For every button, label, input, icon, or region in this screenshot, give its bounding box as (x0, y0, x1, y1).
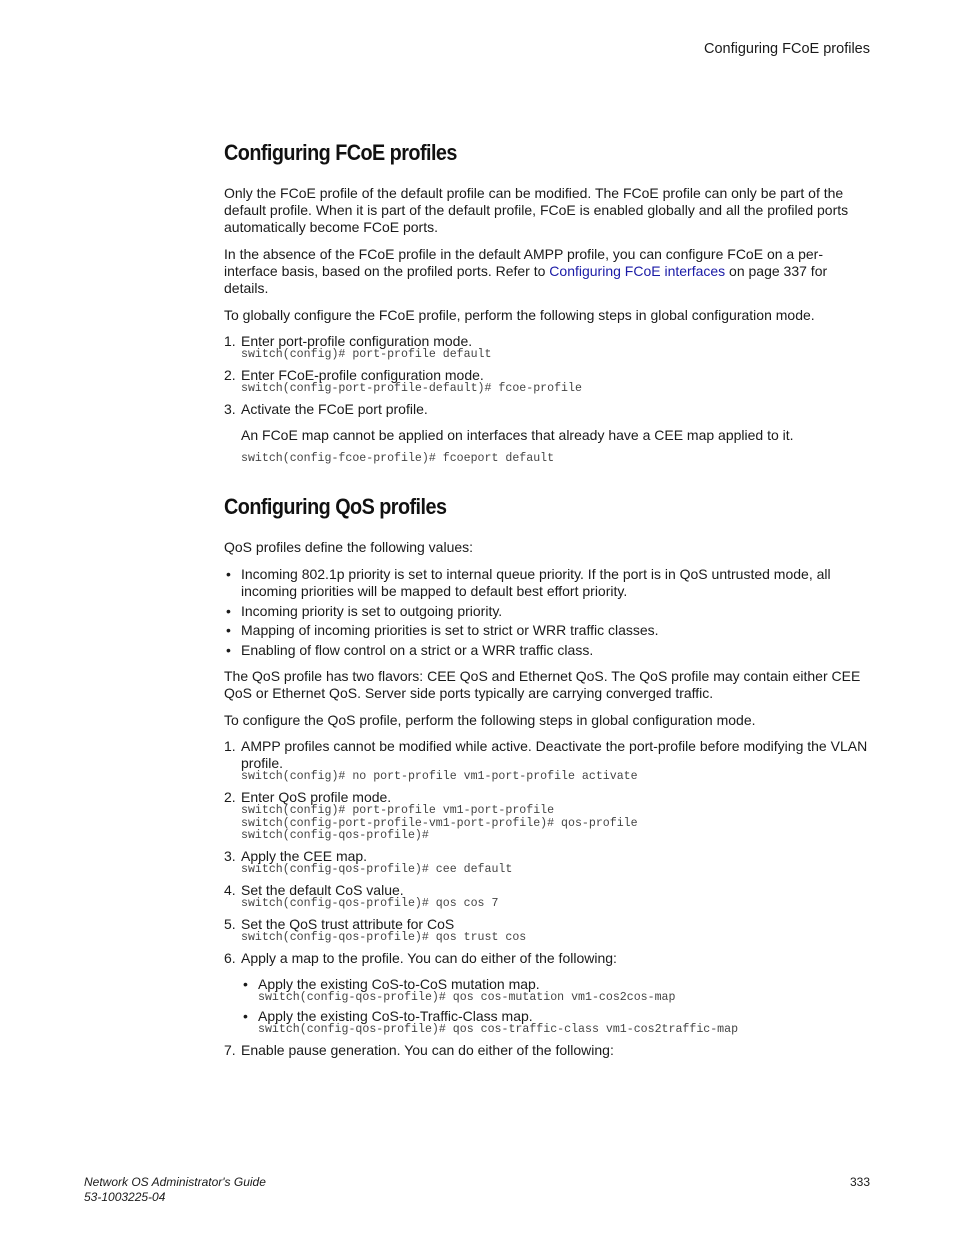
bullet-text: Incoming 802.1p priority is set to internal queue priority. If the port is in QoS untrusted mode, all incoming priorities will be mapped to default best effort priority. (241, 566, 831, 599)
code-block: switch(config-qos-profile)# qos cos-mutation vm1-cos2cos-map (258, 991, 676, 1004)
bullet-text: Enabling of flow control on a strict or a WRR traffic class. (241, 642, 594, 658)
step-text: Enter port-profile configuration mode. (241, 333, 473, 349)
code-block: switch(config-qos-profile)# qos cos-traffic-class vm1-cos2traffic-map (258, 1023, 739, 1036)
code-block: switch(config-fcoe-profile)# fcoeport default (241, 452, 555, 465)
code-block: switch(config-qos-profile)# qos trust cos (241, 931, 527, 944)
paragraph-qos-flavors: The QoS profile has two flavors: CEE QoS and Ethernet QoS. The QoS profile may contain either CEE QoS or Ethernet QoS. Server side ports typically are carrying converged traffic. (224, 668, 861, 701)
bullet-glyph: • (226, 566, 231, 582)
step-number: 2. (224, 367, 236, 383)
page-number: 333 (849, 1175, 870, 1189)
code-block: switch(config-qos-profile)# qos cos 7 (241, 897, 499, 910)
paragraph-fcoe-steps-intro: To globally configure the FCoE profile, perform the following steps in global configuration mode. (224, 307, 815, 323)
section-title-qos: Configuring QoS profiles (224, 494, 447, 519)
paragraph-text: on page 337 for details. (224, 263, 828, 296)
bullet-glyph: • (243, 976, 248, 992)
step-number: 2. (224, 789, 236, 805)
running-header: Configuring FCoE profiles (703, 41, 870, 57)
link-configuring-fcoe-interfaces[interactable]: Configuring FCoE interfaces (549, 263, 726, 279)
bullet-glyph: • (226, 642, 231, 658)
bullet-glyph: • (226, 622, 231, 638)
paragraph-qos-steps-intro: To configure the QoS profile, perform the following steps in global configuration mode. (224, 712, 756, 728)
step-text: Set the default CoS value. (241, 882, 404, 898)
step-number: 4. (224, 882, 236, 898)
code-block: switch(config)# port-profile default (241, 348, 492, 361)
code-block: switch(config)# port-profile vm1-port-profile switch(config-port-profile-vm1-port-profile)# qos-profile switch(config-qos-profile)# (241, 804, 638, 842)
paragraph-text: In the absence of the FCoE profile in the default AMPP profile, you can configure FCoE on a per-interface basis, based on the profiled ports. Refer to (224, 246, 823, 279)
code-block: switch(config)# no port-profile vm1-port-profile activate (241, 770, 638, 783)
bullet-text: Apply the existing CoS-to-Traffic-Class map. (258, 1008, 533, 1024)
step-number: 3. (224, 401, 236, 417)
bullet-text: Mapping of incoming priorities is set to strict or WRR traffic classes. (241, 622, 659, 638)
code-block: switch(config-port-profile-default)# fcoe-profile (241, 382, 582, 395)
section-title-fcoe: Configuring FCoE profiles (224, 140, 457, 165)
step-text: AMPP profiles cannot be modified while active. Deactivate the port-profile before modifying the VLAN profile. (241, 738, 868, 771)
bullet-text: Apply the existing CoS-to-CoS mutation map. (258, 976, 540, 992)
step-text: Enable pause generation. You can do either of the following: (241, 1042, 614, 1058)
step-number: 6. (224, 950, 236, 966)
fcoe-map-note: An FCoE map cannot be applied on interfaces that already have a CEE map applied to it. (241, 427, 794, 443)
step-number: 3. (224, 848, 236, 864)
step-number: 7. (224, 1042, 236, 1058)
step-text: Apply the CEE map. (241, 848, 368, 864)
paragraph-fcoe-per-interface (224, 246, 874, 297)
step-number: 1. (224, 738, 236, 754)
footer-guide-title: Network OS Administrator's Guide (84, 1175, 266, 1189)
step-number: 5. (224, 916, 236, 932)
step-text: Set the QoS trust attribute for CoS (241, 916, 455, 932)
paragraph-qos-intro: QoS profiles define the following values: (224, 539, 474, 555)
bullet-text: Incoming priority is set to outgoing priority. (241, 603, 503, 619)
step-text: Enter QoS profile mode. (241, 789, 392, 805)
step-text: Enter FCoE-profile configuration mode. (241, 367, 484, 383)
step-text: Apply a map to the profile. You can do either of the following: (241, 950, 617, 966)
footer-doc-number: 53-1003225-04 (84, 1190, 166, 1204)
step-text: Activate the FCoE port profile. (241, 401, 428, 417)
paragraph-fcoe-intro: Only the FCoE profile of the default profile can be modified. The FCoE profile can only be part of the default profile. When it is part of the default profile, FCoE is enabled globally and all the profiled ports automatically become FCoE ports. (224, 185, 849, 235)
bullet-glyph: • (243, 1008, 248, 1024)
code-block: switch(config-qos-profile)# cee default (241, 863, 513, 876)
step-number: 1. (224, 333, 236, 349)
bullet-glyph: • (226, 603, 231, 619)
